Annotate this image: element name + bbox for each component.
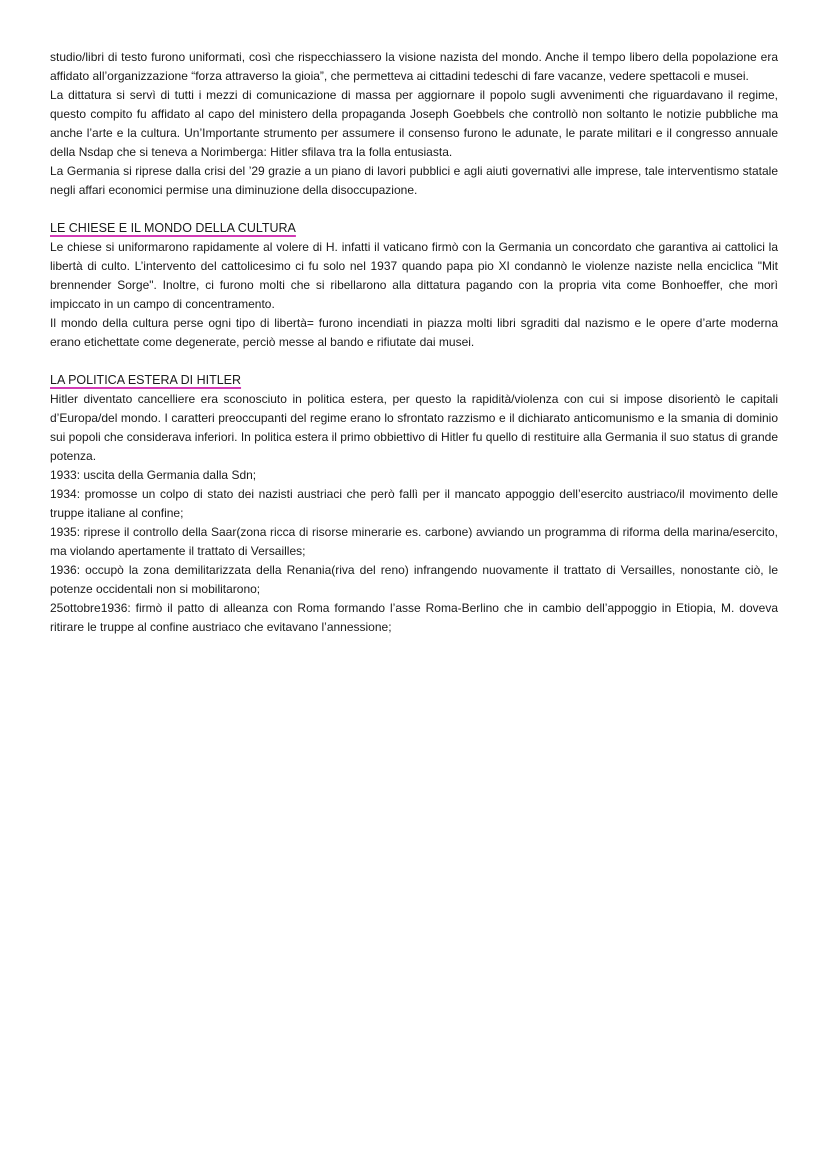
timeline-item: 1935: riprese il controllo della Saar(zona ricca di risorse minerarie es. carbone) avviando un programma di riforma della marina/esercito, ma violando apertamente il trattato di Versailles;	[50, 525, 778, 558]
section-heading: LA POLITICA ESTERA DI HITLER	[50, 373, 242, 387]
politica-section	[50, 371, 778, 637]
paragraph: Le chiese si uniformarono rapidamente al volere di H. infatti il vaticano firmò con la Germania un concordato che garantiva ai cattolici la libertà di culto. L’intervento del cattolicesimo ci fu solo nel 1937 quando papa pio XI condannò le violenze naziste nella enciclica "Mit brennender Sorge". Inoltre, ci furono molti che si ribellarono alla dittatura pagando con la propria vita come Bonhoeffer, che morì impiccato in un campo di concentramento.	[50, 240, 778, 311]
paragraph: La dittatura si servì di tutti i mezzi di comunicazione di massa per aggiornare il popolo sugli avvenimenti che riguardavano il regime, questo compito fu affidato al capo del ministero della propaganda Joseph Goebbels che controllò non soltanto le notizie pubbliche ma anche l’arte e la cultura. Un’Importante strumento per assumere il consenso furono le adunate, le parate militari e il congresso annuale della Nsdap che si teneva a Norimberga: Hitler sfilava tra la folla entusiasta.	[50, 88, 778, 159]
intro-section	[50, 48, 778, 200]
paragraph: Il mondo della cultura perse ogni tipo di libertà= furono incendiati in piazza molti libri sgraditi dal nazismo e le opere d’arte moderna erano etichettate come degenerate, perciò messe al bando e rifiutate dai musei.	[50, 316, 778, 349]
chiese-section	[50, 219, 778, 352]
paragraph: studio/libri di testo furono uniformati, così che rispecchiassero la visione nazista del mondo. Anche il tempo libero della popolazione era affidato all’organizzazione “forza attraverso la gioia”, che permetteva ai cittadini tedeschi di fare vacanze, vedere spettacoli e musei.	[50, 50, 778, 83]
paragraph: Hitler diventato cancelliere era sconosciuto in politica estera, per questo la rapidità/violenza con cui si impose disorientò le capitali d’Europa/del mondo. I caratteri preoccupanti del regime erano lo sfrontato razzismo e il dichiarato anticomunismo e la smania di dominio sui popoli che considerava inferiori. In politica estera il primo obbiettivo di Hitler fu quello di restituire alla Germania il suo status di grande potenza.	[50, 392, 778, 463]
timeline-item: 1933: uscita della Germania dalla Sdn;	[50, 468, 257, 482]
timeline-item: 25ottobre1936: firmò il patto di alleanza con Roma formando l’asse Roma-Berlino che in cambio dell’appoggio in Etiopia, M. doveva ritirare le truppe al confine austriaco che evitavano l’annessione;	[50, 601, 778, 634]
timeline-item: 1934: promosse un colpo di stato dei nazisti austriaci che però fallì per il mancato appoggio dell’esercito austriaco/il movimento delle truppe italiane al confine;	[50, 487, 778, 520]
document-page	[50, 48, 778, 637]
section-heading: LE CHIESE E IL MONDO DELLA CULTURA	[50, 221, 296, 235]
paragraph: La Germania si riprese dalla crisi del ’29 grazie a un piano di lavori pubblici e agli aiuti governativi alle imprese, tale interventismo statale negli affari economici permise una diminuzione della disoccupazione.	[50, 164, 778, 197]
timeline-item: 1936: occupò la zona demilitarizzata della Renania(riva del reno) infrangendo nuovamente il trattato di Versailles, nonostante ciò, le potenze occidentali non si mobilitarono;	[50, 563, 778, 596]
